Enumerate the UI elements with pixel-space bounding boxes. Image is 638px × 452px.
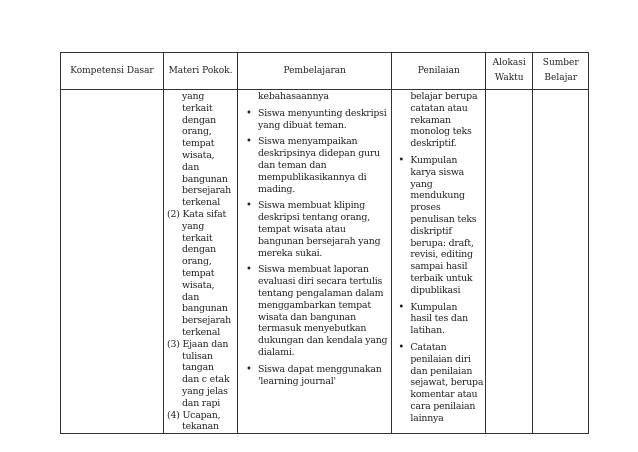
materi-line: bangunan: [182, 173, 228, 185]
penilaian-bullet-line: terbaik untuk: [410, 272, 473, 284]
pembelajaran-lead-text: kebahasaannya: [258, 91, 329, 102]
pembelajaran-bullet-line: dialami.: [258, 346, 295, 358]
materi-line: tangan: [182, 362, 214, 374]
penilaian-lead-line: catatan atau: [410, 102, 468, 114]
penilaian-bullet-line: karya siswa: [410, 166, 465, 178]
materi-line: (4) Ucapan,: [167, 409, 221, 421]
penilaian-bullet-line: • Kumpulan: [410, 154, 458, 166]
pembelajaran-bullet-line: deskripsinya didepan guru: [258, 148, 380, 160]
penilaian-bullet-line: • Catatan: [410, 341, 447, 353]
header-kompetensi-dasar: Kompetensi Dasar: [61, 53, 164, 90]
penilaian-bullet-item: [396, 342, 483, 425]
materi-line: terkenal: [182, 197, 221, 209]
penilaian-bullet-line: lainnya: [410, 412, 444, 424]
header-alokasi-line2: Waktu: [494, 73, 524, 83]
materi-line: dengan: [182, 114, 217, 126]
materi-line: tempat: [182, 138, 215, 150]
materi-line: bersejarah: [182, 185, 231, 197]
pembelajaran-bullet-line: yang dibuat teman.: [258, 119, 347, 131]
penilaian-lead-line: deskriptif.: [410, 138, 457, 150]
pembelajaran-bullet-line: wisata dan bangunan: [258, 311, 356, 323]
penilaian-bullet-item: [396, 155, 483, 297]
materi-line: (2) Kata sifat: [167, 208, 227, 220]
pembelajaran-bullet-line: deskripsi tentang orang,: [258, 212, 370, 224]
header-sumber-line2: Belajar: [544, 73, 578, 83]
penilaian-lead-line: monolog teks: [410, 126, 472, 138]
header-row: [61, 53, 589, 90]
pembelajaran-bullet-line: evaluasi diri secara tertulis: [258, 276, 383, 288]
pembelajaran-bullet-line: mereka sukai.: [258, 247, 323, 259]
materi-line: terkenal: [182, 326, 221, 338]
penilaian-bullet-line: mendukung: [410, 190, 465, 202]
pembelajaran-bullet-line: mempublikasikannya di: [258, 171, 367, 183]
cell-alokasi-waktu: [486, 90, 533, 434]
materi-line: yang jelas: [182, 385, 228, 397]
header-materi-pokok: Materi Pokok.: [164, 53, 238, 90]
penilaian-bullet-line: dan penilaian: [410, 365, 473, 377]
cell-penilaian: [392, 90, 486, 434]
pembelajaran-bullet-line: termasuk menyebutkan: [258, 323, 367, 335]
penilaian-bullet-line: diskriptif: [410, 225, 452, 237]
penilaian-bullet-line: dipublikasi: [410, 284, 461, 296]
curriculum-table-container: [60, 52, 589, 434]
materi-line: bangunan: [182, 303, 228, 315]
materi-line: dan c etak: [182, 374, 230, 386]
pembelajaran-bullet-line: dan teman dan: [258, 159, 327, 171]
penilaian-bullet-line: sejawat, berupa: [410, 377, 484, 389]
pembelajaran-bullet-item: [244, 200, 387, 259]
materi-line: yang: [182, 220, 205, 232]
materi-line: wisata,: [182, 279, 215, 291]
cell-materi-pokok: [164, 90, 238, 434]
pembelajaran-bullet-line: • Siswa menyampaikan: [258, 136, 358, 148]
curriculum-table: [60, 52, 589, 434]
pembelajaran-bullet-line: • Siswa membuat kliping: [258, 200, 366, 212]
penilaian-bullet-line: revisi, editing: [410, 249, 473, 261]
materi-line: dan rapi: [182, 397, 221, 409]
pembelajaran-bullet-line: menggambarkan tempat: [258, 299, 371, 311]
materi-line: tulisan: [182, 350, 213, 362]
pembelajaran-bullet-line: dukungan dan kendala yang: [258, 335, 388, 347]
materi-line: tempat: [182, 267, 215, 279]
header-sumber-belajar: [533, 53, 589, 90]
header-alokasi-waktu: [486, 53, 533, 90]
materi-line: orang,: [182, 256, 212, 268]
pembelajaran-bullet-line: • Siswa menyunting deskripsi: [258, 107, 387, 119]
materi-line: bersejarah: [182, 315, 231, 327]
materi-line: terkait: [182, 102, 213, 114]
header-sumber-line1: Sumber: [542, 58, 579, 68]
materi-line: orang,: [182, 126, 212, 138]
penilaian-bullet-line: penilaian diri: [410, 353, 471, 365]
materi-line: terkait: [182, 232, 213, 244]
penilaian-bullet-line: latihan.: [410, 325, 445, 337]
penilaian-bullet-line: cara penilaian: [410, 400, 476, 412]
cell-pembelajaran: [238, 90, 392, 434]
penilaian-bullet-line: hasil tes dan: [410, 313, 468, 325]
pembelajaran-bullet-item: [244, 364, 387, 388]
penilaian-lead-line: rekaman: [410, 114, 451, 126]
pembelajaran-bullet-line: 'learning journal': [258, 375, 336, 387]
materi-line: dan: [182, 161, 200, 173]
header-alokasi-line1: Alokasi: [492, 58, 526, 68]
materi-line: (3) Ejaan dan: [167, 338, 229, 350]
penilaian-lead-line: belajar berupa: [410, 91, 478, 102]
penilaian-bullet-item: [396, 302, 483, 337]
pembelajaran-bullet-line: mading.: [258, 183, 296, 195]
materi-line: dengan: [182, 244, 217, 256]
pembelajaran-bullet-line: tempat wisata atau: [258, 223, 346, 235]
penilaian-bullet-line: berupa: draft,: [410, 237, 474, 249]
cell-kompetensi-dasar: [61, 90, 164, 434]
pembelajaran-bullet-item: [244, 136, 387, 195]
pembelajaran-bullet-item: [244, 108, 387, 132]
pembelajaran-bullet-line: • Siswa dapat menggunakan: [258, 363, 382, 375]
penilaian-bullet-line: • Kumpulan: [410, 301, 458, 313]
penilaian-bullet-line: komentar atau: [410, 389, 478, 401]
header-pembelajaran: Pembelajaran: [238, 53, 392, 90]
penilaian-bullet-line: penulisan teks: [410, 213, 477, 225]
penilaian-bullet-line: sampai hasil: [410, 261, 468, 273]
pembelajaran-bullet-line: bangunan bersejarah yang: [258, 235, 381, 247]
header-penilaian: Penilaian: [392, 53, 486, 90]
pembelajaran-bullet-line: tentang pengalaman dalam: [258, 287, 384, 299]
materi-line: wisata,: [182, 149, 215, 161]
penilaian-bullet-line: proses: [410, 202, 441, 214]
pembelajaran-bullet-item: [244, 264, 387, 358]
cell-sumber-belajar: [533, 90, 589, 434]
materi-line: tekanan: [182, 421, 219, 433]
content-row: [61, 90, 589, 434]
penilaian-bullet-line: yang: [410, 178, 433, 190]
materi-line: yang: [182, 91, 205, 102]
pembelajaran-bullet-line: • Siswa membuat laporan: [258, 264, 369, 276]
materi-line: dan: [182, 291, 200, 303]
